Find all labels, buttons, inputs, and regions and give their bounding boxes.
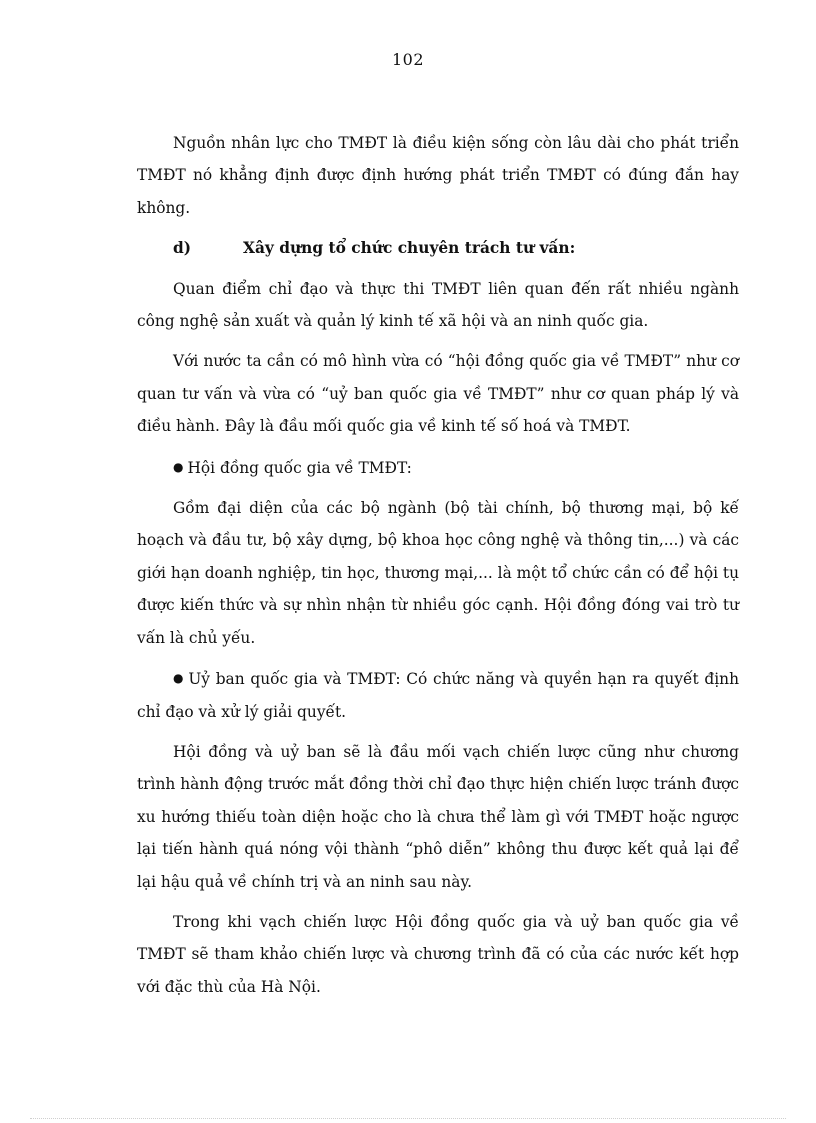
- bullet-item-council: [137, 451, 739, 484]
- paragraph-1: Quan điểm chỉ đạo và thực thi TMĐT liên quan đến rất nhiều ngành công nghệ sản xuất và quản lý kinh tế xã hội và an ninh quốc gia.: [137, 279, 739, 331]
- paragraph-intro: Nguồn nhân lực cho TMĐT là điều kiện sống còn lâu dài cho phát triển TMĐT nó khẳng định được định hướng phát triển TMĐT có đúng đắn hay không.: [137, 134, 739, 217]
- bullet-text: Uỷ ban quốc gia và TMĐT: Có chức năng và quyền hạn ra quyết định chỉ đạo và xử lý giải quyết.: [137, 670, 739, 721]
- bullet-item-committee: [137, 662, 739, 728]
- paragraph-5: Trong khi vạch chiến lược Hội đồng quốc gia và uỷ ban quốc gia về TMĐT sẽ tham khảo chiến lược và chương trình đã có của các nước kết hợp với đặc thù của Hà Nội.: [137, 912, 739, 996]
- section-label: d): [173, 239, 192, 258]
- section-heading: [137, 232, 739, 264]
- page-content: [137, 127, 739, 1011]
- bullet-icon: ●: [173, 459, 184, 474]
- section-title: Xây dựng tổ chức chuyên trách tư vấn:: [243, 239, 576, 258]
- footer-dotted-rule: [30, 1118, 786, 1119]
- paragraph-2: Với nước ta cần có mô hình vừa có “hội đồng quốc gia về TMĐT” như cơ quan tư vấn và vừa có “uỷ ban quốc gia về TMĐT” như cơ quan pháp lý và điều hành. Đây là đầu mối quốc gia về kinh tế số hoá và TMĐT.: [137, 352, 739, 436]
- bullet-icon: ●: [173, 671, 185, 686]
- paragraph-3: Gồm đại diện của các bộ ngành (bộ tài chính, bộ thương mại, bộ kế hoạch và đầu tư, bộ xây dựng, bộ khoa học công nghệ và thông tin,...) và các giới hạn doanh nghiệp, tin học, thương mại,... là một tổ chức cần có để hội tụ được kiến thức và sự nhìn nhận từ nhiều góc cạnh. Hội đồng đóng vai trò tư vấn là chủ yếu.: [137, 499, 739, 647]
- bullet-text: Hội đồng quốc gia về TMĐT:: [187, 458, 412, 477]
- paragraph-4: Hội đồng và uỷ ban sẽ là đầu mối vạch chiến lược cũng như chương trình hành động trước mắt đồng thời chỉ đạo thực hiện chiến lược tránh được xu hướng thiếu toàn diện hoặc cho là chưa thể làm gì với TMĐT hoặc ngược lại tiến hành quá nóng vội thành “phô diễn” không thu được kết quả lại để lại hậu quả về chính trị và an ninh sau này.: [137, 742, 739, 891]
- page-number: 102: [391, 50, 425, 69]
